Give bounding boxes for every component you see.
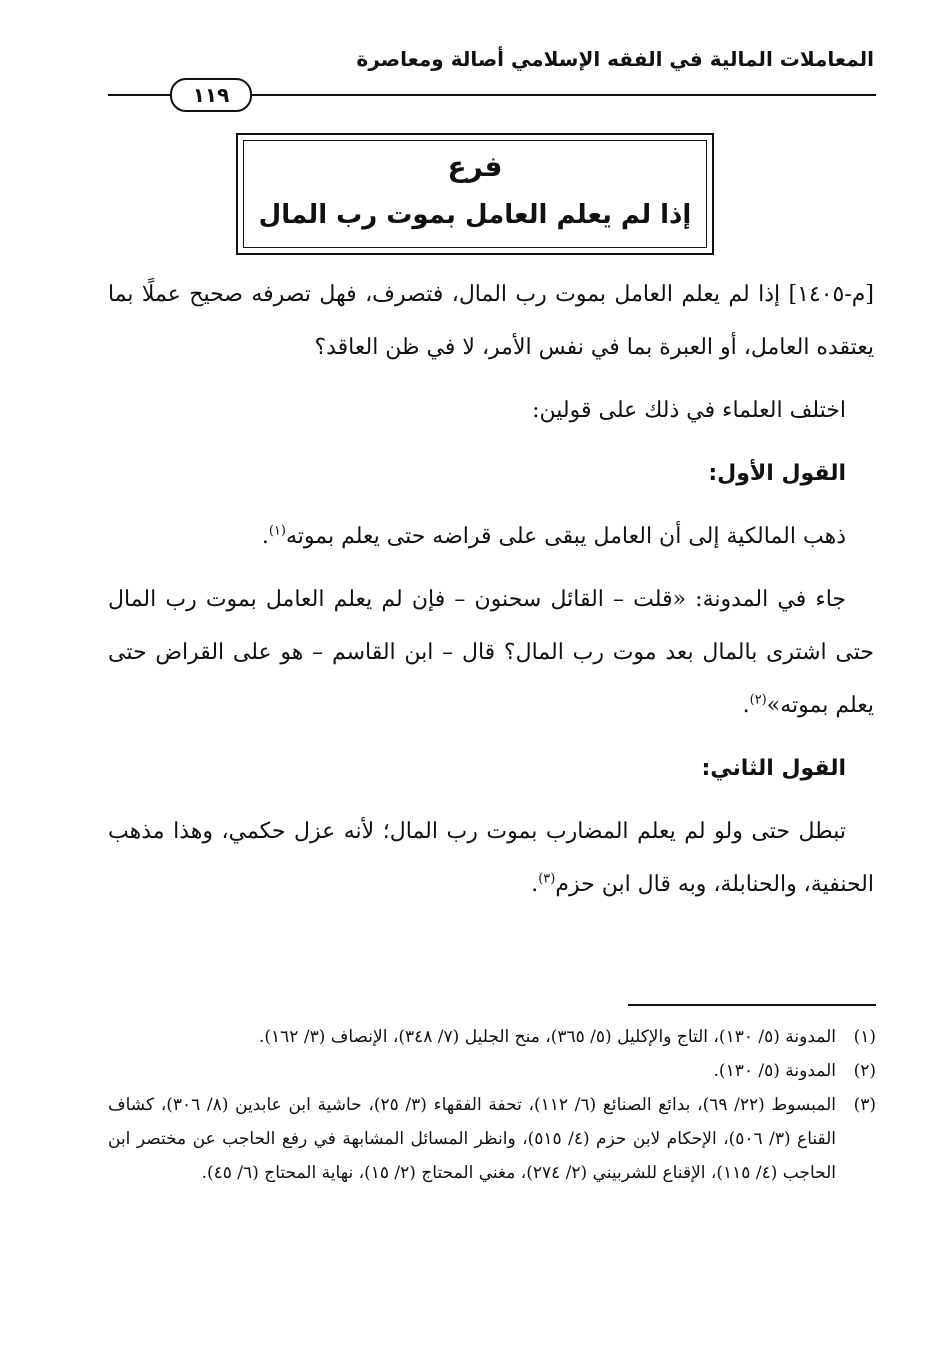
footnote-ref-3: (٣) (538, 871, 556, 887)
paragraph-second-opinion-text: تبطل حتى ولو لم يعلم المضارب بموت رب المال؛ لأنه عزل حكمي، وهذا مذهب الحنفية، والحنابلة، وبه قال ابن حزم (108, 819, 874, 897)
footnote-ref-2: (٢) (749, 692, 767, 708)
paragraph-mudawwana-quote (108, 573, 874, 732)
page-number: ١١٩ (170, 78, 252, 112)
footnote-number: (٣) (853, 1095, 876, 1115)
heading-second-opinion: القول الثاني: (701, 756, 846, 781)
running-header: المعاملات المالية في الفقه الإسلامي أصالة ومعاصرة (356, 47, 874, 71)
footnote-number: (١) (853, 1027, 876, 1047)
paragraph-intro: اختلف العلماء في ذلك على قولين: (532, 398, 846, 423)
paragraph-first-opinion-text: ذهب المالكية إلى أن العامل يبقى على قراضه حتى يعلم بموته (285, 524, 846, 549)
footnote-item (108, 1020, 876, 1054)
paragraph-question: [م-١٤٠٥] إذا لم يعلم العامل بموت رب المال، فتصرف، فهل تصرفه صحيح عملًا بما يعتقده العامل، أو العبرة بما في نفس الأمر، لا في ظن العاقد؟ (108, 282, 874, 360)
footnote-item (108, 1054, 876, 1088)
section-title-box (236, 133, 714, 255)
section-title: إذا لم يعلم العامل بموت رب المال (258, 200, 692, 230)
footnote-separator (628, 1004, 876, 1006)
paragraph-second-opinion-end: . (531, 872, 539, 897)
body-text (108, 268, 874, 921)
paragraph-mudawwana-quote-text: جاء في المدونة: «قلت – القائل سحنون – فإن لم يعلم العامل بموت رب المال حتى اشترى بالمال بعد موت رب المال؟ قال – ابن القاسم – هو على القراض حتى يعلم بموته» (108, 587, 874, 718)
footnote-number: (٢) (853, 1061, 876, 1081)
footnote-text: المبسوط (٢٢/ ٦٩)، بدائع الصنائع (٦/ ١١٢)، تحفة الفقهاء (٣/ ٢٥)، حاشية ابن عابدين (٨/ ٣٠٦)، كشاف القناع (٣/ ٥٠٦)، الإحكام لابن حزم (٤/ ٥١٥)، وانظر المسائل المشابهة في رفع الحاجب عن مختصر ابن الحاجب (٤/ ١١٥)، الإقناع للشربيني (٢/ ٢٧٤)، مغني المحتاج (٢/ ١٥)، نهاية المحتاج (٦/ ٤٥). (108, 1095, 837, 1183)
footnote-text: المدونة (٥/ ١٣٠). (713, 1061, 836, 1081)
paragraph-first-opinion (108, 510, 874, 563)
heading-first-opinion: القول الأول: (708, 461, 846, 486)
paragraph-mudawwana-quote-end: . (742, 693, 750, 718)
footnote-text: المدونة (٥/ ١٣٠)، التاج والإكليل (٥/ ٣٦٥)، منح الجليل (٧/ ٣٤٨)، الإنصاف (٣/ ١٦٢). (258, 1027, 836, 1047)
footnotes (108, 1020, 876, 1190)
paragraph-first-opinion-end: . (261, 524, 269, 549)
section-label: فرع (447, 150, 503, 183)
paragraph-second-opinion (108, 805, 874, 911)
footnote-ref-1: (١) (268, 523, 286, 539)
footnote-item (108, 1088, 876, 1190)
